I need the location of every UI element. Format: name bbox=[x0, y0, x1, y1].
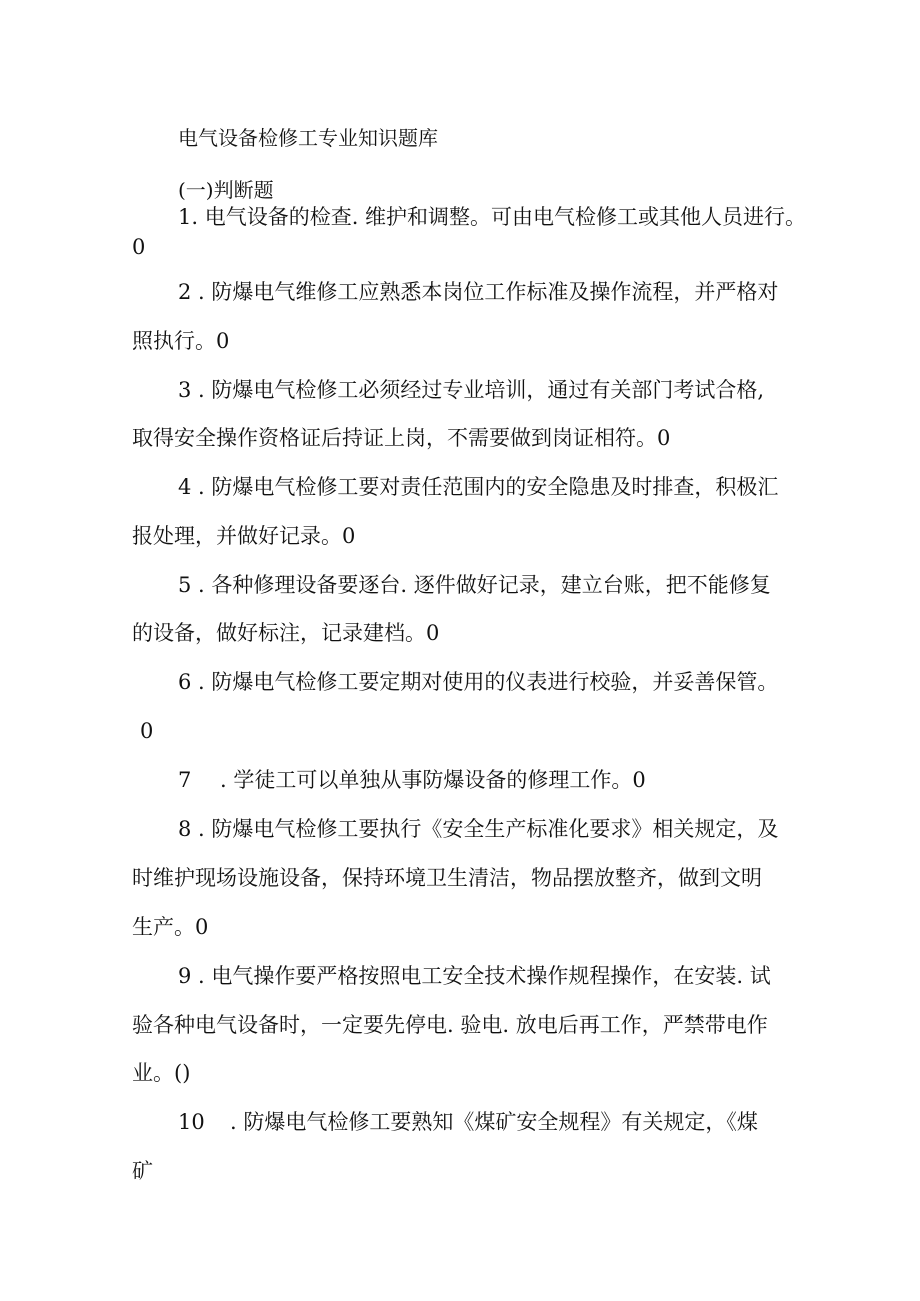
question-5-line-1: 5 . 各种修理设备要逐台. 逐件做好记录，建立台账，把不能修复 bbox=[178, 573, 771, 597]
question-4-line-2: 报处理，并做好记录。0 bbox=[132, 524, 356, 548]
document-title: 电气设备检修工专业知识题库 bbox=[178, 126, 438, 150]
question-7-number: 7 bbox=[178, 768, 192, 792]
question-5-line-2: 的设备，做好标注，记录建档。0 bbox=[132, 621, 440, 645]
question-9-line-1: 9 . 电气操作要严格按照电工安全技术操作规程操作，在安装. 试 bbox=[178, 964, 771, 988]
question-8-line-2: 时维护现场设施设备，保持环境卫生清洁，物品摆放整齐，做到文明 bbox=[132, 866, 762, 890]
question-3-line-2: 取得安全操作资格证后持证上岗，不需要做到岗证相符。0 bbox=[132, 426, 671, 450]
question-1-line-1: 1. 电气设备的检查. 维护和调整。可由电气检修工或其他人员进行。 bbox=[178, 205, 807, 229]
question-10-number: 10 bbox=[178, 1110, 205, 1134]
question-7-line-1 bbox=[178, 766, 646, 794]
question-9-line-2: 验各种电气设备时，一定要先停电. 验电. 放电后再工作，严禁带电作 bbox=[132, 1013, 768, 1037]
question-2-line-1: 2 . 防爆电气维修工应熟悉本岗位工作标准及操作流程，并严格对 bbox=[178, 280, 779, 304]
question-2-line-2: 照执行。0 bbox=[132, 329, 230, 353]
question-1-line-2: 0 bbox=[132, 235, 146, 259]
question-7-text: . 学徒工可以单独从事防爆设备的修理工作。0 bbox=[220, 768, 646, 792]
question-4-line-1: 4 . 防爆电气检修工要对责任范围内的安全隐患及时排查，积极汇 bbox=[178, 475, 779, 499]
question-10-line-2: 矿 bbox=[132, 1159, 153, 1183]
question-3-line-1: 3 . 防爆电气检修工必须经过专业培训，通过有关部门考试合格, bbox=[178, 378, 765, 402]
section-heading: (一)判断题 bbox=[178, 178, 274, 202]
question-6-line-2: 0 bbox=[140, 719, 154, 743]
question-8-line-1: 8 . 防爆电气检修工要执行《安全生产标准化要求》相关规定，及 bbox=[178, 817, 779, 841]
question-8-line-3: 生产。0 bbox=[132, 915, 209, 939]
question-9-line-3: 业。() bbox=[132, 1061, 191, 1085]
question-10-line-1 bbox=[178, 1108, 758, 1136]
question-6-line-1: 6 . 防爆电气检修工要定期对使用的仪表进行校验，并妥善保管。 bbox=[178, 670, 779, 694]
question-10-text: . 防爆电气检修工要熟知《煤矿安全规程》有关规定，《煤 bbox=[230, 1110, 758, 1134]
